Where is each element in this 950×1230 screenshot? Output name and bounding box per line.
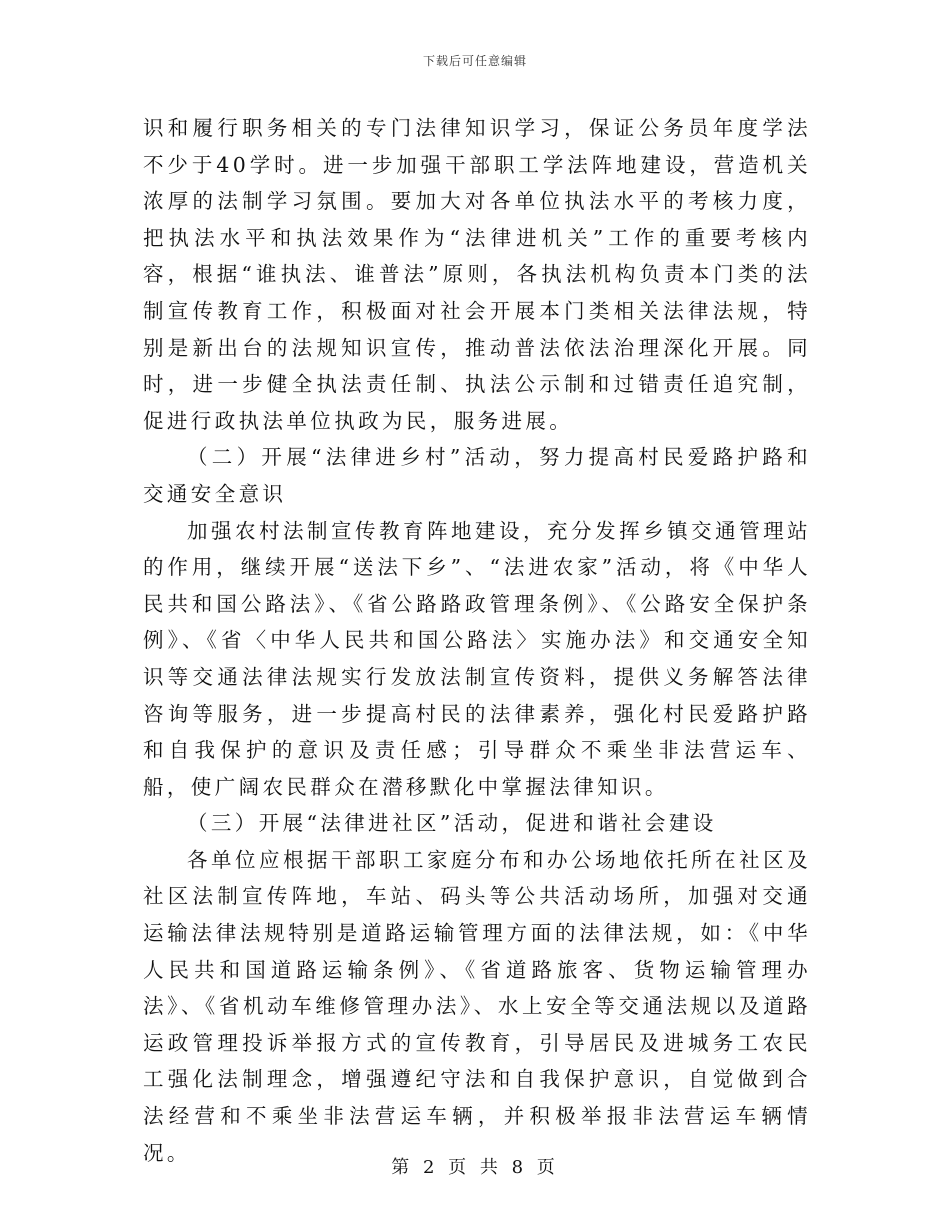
paragraph-continuation: 识和履行职务相关的专门法律知识学习，保证公务员年度学法不少于40学时。进一步加强干部职工学法阵地建设，营造机关浓厚的法制学习氛围。要加大对各单位执法水平的考核力度，把执法水平和执法效果作为“法律进机关”工作的重要考核内容，根据“谁执法、谁普法”原则，各执法机构负责本门类的法制宣传教育工作，积极面对社会开展本门类相关法律法规，特别是新出台的法规知识宣传，推动普法依法治理深化开展。同时，进一步健全执法责任制、执法公示制和过错责任追究制，促进行政执法单位执政为民，服务进展。	[143, 116, 811, 433]
page-header-note: 下载后可任意编辑	[422, 54, 527, 68]
paragraph-community: 各单位应根据干部职工家庭分布和办公场地依托所在社区及社区法制宣传阵地，车站、码头等公共活动场所，加强对交通运输法律法规特别是道路运输管理方面的法律法规，如：《中华人民共和国道路运输条例》、《省道路旅客、货物运输管理办法》、《省机动车维修管理办法》、水上安全等交通法规以及道路运政管理投诉举报方式的宣传教育，引导居民及进城务工农民工强化法制理念，增强遵纪守法和自我保护意识，自觉做到合法经营和不乘坐非法营运车辆，并积极举报非法营运车辆情况。	[143, 847, 811, 1165]
section-heading-3: （三）开展“法律进社区”活动，促进和谐社会建设	[187, 811, 717, 836]
section-heading-2: （二）开展“法律进乡村”活动，努力提高村民爱路护路和交通安全意识	[143, 445, 811, 506]
document-body	[143, 110, 811, 1171]
page-number-footer: 第 2 页 共 8 页	[391, 1157, 559, 1178]
paragraph-rural: 加强农村法制宣传教育阵地建设，充分发挥乡镇交通管理站的作用，继续开展“送法下乡”、“法进农家”活动，将《中华人民共和国公路法》、《省公路路政管理条例》、《公路安全保护条例》、《省〈中华人民共和国公路法〉实施办法》和交通安全知识等交通法律法规实行发放法制宣传资料，提供义务解答法律咨询等服务，进一步提高村民的法律素养，强化村民爱路护路和自我保护的意识及责任感；引导群众不乘坐非法营运车、船，使广阔农民群众在潜移默化中掌握法律知识。	[143, 518, 811, 799]
